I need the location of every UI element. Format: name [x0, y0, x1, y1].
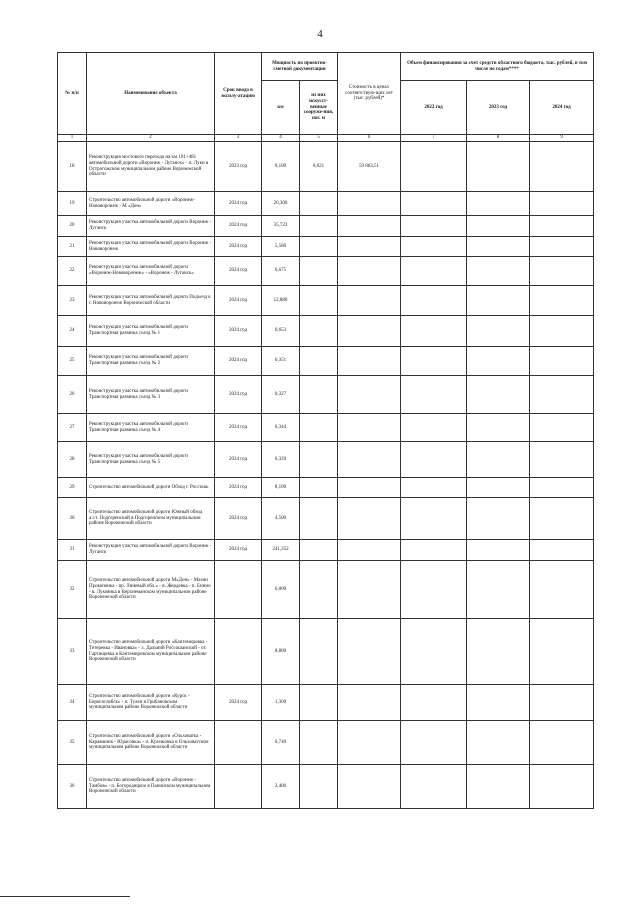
- row-capacity-km: 12,880: [262, 286, 300, 316]
- row-cost: [338, 561, 401, 619]
- row-deadline: 2024 год: [215, 347, 262, 376]
- row-number: 23: [58, 286, 87, 316]
- header-capacity-artificial: из них искусст-венные сооруже-ния, пог. м: [300, 81, 338, 135]
- row-capacity-artificial: [300, 619, 338, 685]
- table-row: [58, 376, 594, 414]
- column-number: 5: [300, 135, 338, 142]
- row-financing-2022: [401, 540, 467, 561]
- row-deadline: [215, 561, 262, 619]
- table-row: [58, 540, 594, 561]
- row-financing-2024: [530, 721, 594, 765]
- row-deadline: 2024 год: [215, 237, 262, 257]
- row-capacity-artificial: [300, 286, 338, 316]
- row-financing-2024: [530, 192, 594, 216]
- row-financing-2022: [401, 414, 467, 442]
- row-object-name: Реконструкция участка автомобильной дороги Транспортная развязка съезд № 3: [87, 376, 215, 414]
- column-number: 4: [262, 135, 300, 142]
- row-object-name: Реконструкция участка автомобильной дороги Транспортная развязка съезд № 1: [87, 316, 215, 347]
- row-object-name: Строительство автомобильной дороги «Воронеж - Тамбов» - п. Богородицкое в Панинском муниципальном Воронежской области: [87, 765, 215, 809]
- row-capacity-km: 5,580: [262, 237, 300, 257]
- row-financing-2022: [401, 347, 467, 376]
- row-financing-2022: [401, 561, 467, 619]
- row-deadline: 2024 год: [215, 216, 262, 237]
- column-numbers-row: [58, 135, 594, 142]
- row-financing-2024: [530, 619, 594, 685]
- row-deadline: 2024 год: [215, 685, 262, 721]
- row-capacity-artificial: [300, 414, 338, 442]
- row-capacity-artificial: [300, 257, 338, 286]
- row-financing-2022: [401, 216, 467, 237]
- table-row: [58, 192, 594, 216]
- table-row: [58, 142, 594, 192]
- row-financing-2024: [530, 765, 594, 809]
- row-financing-2022: [401, 765, 467, 809]
- row-cost: [338, 347, 401, 376]
- row-financing-2023: [467, 442, 530, 478]
- column-number: 1: [58, 135, 87, 142]
- row-financing-2022: [401, 316, 467, 347]
- row-financing-2022: [401, 192, 467, 216]
- row-financing-2022: [401, 142, 467, 192]
- row-financing-2024: [530, 216, 594, 237]
- row-number: 28: [58, 442, 87, 478]
- row-financing-2023: [467, 192, 530, 216]
- row-capacity-km: 4,500: [262, 498, 300, 540]
- row-financing-2023: [467, 216, 530, 237]
- row-deadline: [215, 721, 262, 765]
- row-deadline: [215, 765, 262, 809]
- table-row: [58, 286, 594, 316]
- row-capacity-artificial: [300, 478, 338, 498]
- row-number: 24: [58, 316, 87, 347]
- row-cost: [338, 216, 401, 237]
- row-capacity-km: 35,722: [262, 216, 300, 237]
- row-cost: [338, 765, 401, 809]
- row-cost: 59 863,51: [338, 142, 401, 192]
- column-number: 9: [530, 135, 594, 142]
- row-number: 25: [58, 347, 87, 376]
- row-capacity-km: 6,000: [262, 561, 300, 619]
- row-capacity-artificial: [300, 192, 338, 216]
- row-cost: [338, 721, 401, 765]
- row-cost: [338, 192, 401, 216]
- row-capacity-artificial: [300, 561, 338, 619]
- table-row: [58, 478, 594, 498]
- row-object-name: Строительство автомобильной дороги Обход г. Россошь: [87, 478, 215, 498]
- footnote-divider: [0, 896, 130, 897]
- row-object-name: Реконструкция участка автомобильной дороги Воронеж - Луганск: [87, 216, 215, 237]
- row-financing-2024: [530, 498, 594, 540]
- table-row: [58, 316, 594, 347]
- row-capacity-km: 0,320: [262, 442, 300, 478]
- objects-table: [57, 52, 594, 809]
- row-financing-2023: [467, 142, 530, 192]
- row-number: 26: [58, 376, 87, 414]
- row-financing-2022: [401, 685, 467, 721]
- row-number: 35: [58, 721, 87, 765]
- row-object-name: Реконструкция участка автомобильной дороги Транспортная развязка съезд № 4: [87, 414, 215, 442]
- row-cost: [338, 376, 401, 414]
- row-number: 20: [58, 216, 87, 237]
- row-financing-2024: [530, 257, 594, 286]
- row-financing-2023: [467, 619, 530, 685]
- row-capacity-artificial: [300, 442, 338, 478]
- row-financing-2022: [401, 442, 467, 478]
- table-row: [58, 765, 594, 809]
- row-financing-2023: [467, 478, 530, 498]
- row-object-name: Строительство автомобильной дороги «Курск - Борисоглебск» - п. Тулен в Грибановском муниципальном районе Воронежской области: [87, 685, 215, 721]
- row-deadline: 2024 год: [215, 478, 262, 498]
- row-cost: [338, 619, 401, 685]
- page-number: 4: [317, 28, 323, 40]
- row-financing-2022: [401, 257, 467, 286]
- header-financing: Объем финансирования за счет средств областного бюджета, тыс. рублей, в том числе по годам****: [401, 53, 594, 81]
- row-capacity-km: 0,653: [262, 316, 300, 347]
- row-object-name: Реконструкция мостового перехода на км 101+481 автомобильной дороги «Воронеж - Луганск» - п. Луки в Острогожском муниципальном районе Воронежской области: [87, 142, 215, 192]
- row-object-name: Строительство автомобильной дороги Южный обход а.г.т. Подгоренский в Подгоренском муниципальном районе Воронежской области: [87, 498, 215, 540]
- row-deadline: 2024 год: [215, 286, 262, 316]
- row-capacity-km: 8,100: [262, 478, 300, 498]
- row-capacity-km: 0,351: [262, 347, 300, 376]
- row-cost: [338, 685, 401, 721]
- row-object-name: Строительство автомобильной дороги «Кантемировка - Тетеревка - Ивановка» - х. Дальний Россошанский - от. Гартищевка в Кантемировском муниципальном районе Воронежской области: [87, 619, 215, 685]
- row-deadline: 2023 год: [215, 142, 262, 192]
- row-capacity-artificial: [300, 237, 338, 257]
- row-object-name: Реконструкция участка автомобильной дороги Транспортная развязка съезд № 5: [87, 442, 215, 478]
- row-number: 27: [58, 414, 87, 442]
- row-deadline: 2024 год: [215, 414, 262, 442]
- row-financing-2022: [401, 721, 467, 765]
- row-financing-2024: [530, 540, 594, 561]
- table-row: [58, 721, 594, 765]
- row-financing-2024: [530, 142, 594, 192]
- row-capacity-artificial: [300, 376, 338, 414]
- row-financing-2022: [401, 478, 467, 498]
- row-cost: [338, 286, 401, 316]
- row-number: 19: [58, 192, 87, 216]
- header-deadline: Срок ввода в эксплу-атацию: [215, 53, 262, 135]
- row-financing-2022: [401, 286, 467, 316]
- row-capacity-artificial: [300, 347, 338, 376]
- row-financing-2023: [467, 561, 530, 619]
- row-financing-2023: [467, 316, 530, 347]
- column-number: 7: [401, 135, 467, 142]
- row-cost: [338, 540, 401, 561]
- row-financing-2023: [467, 765, 530, 809]
- table-row: [58, 498, 594, 540]
- row-number: 29: [58, 478, 87, 498]
- row-capacity-km: 1,300: [262, 685, 300, 721]
- row-financing-2024: [530, 316, 594, 347]
- row-financing-2023: [467, 376, 530, 414]
- row-number: 21: [58, 237, 87, 257]
- row-financing-2023: [467, 347, 530, 376]
- row-financing-2024: [530, 376, 594, 414]
- table-row: [58, 216, 594, 237]
- row-financing-2023: [467, 286, 530, 316]
- table-row: [58, 561, 594, 619]
- row-financing-2023: [467, 237, 530, 257]
- row-capacity-km: 0,100: [262, 142, 300, 192]
- row-capacity-km: 2,400: [262, 765, 300, 809]
- column-number: 6: [338, 135, 401, 142]
- header-num: № п/п: [58, 53, 87, 135]
- header-capacity: Мощность по проектно-сметной документации: [262, 53, 338, 81]
- row-financing-2023: [467, 414, 530, 442]
- row-number: 18: [58, 142, 87, 192]
- row-number: 32: [58, 561, 87, 619]
- row-capacity-km: 6,675: [262, 257, 300, 286]
- row-cost: [338, 257, 401, 286]
- row-financing-2022: [401, 619, 467, 685]
- row-number: 30: [58, 498, 87, 540]
- table-row: [58, 619, 594, 685]
- header-year-2022: 2022 год: [401, 81, 467, 135]
- table-row: [58, 257, 594, 286]
- row-cost: [338, 237, 401, 257]
- row-cost: [338, 414, 401, 442]
- row-financing-2024: [530, 286, 594, 316]
- header-cost: Стоимость в ценах соответствую-щих лет (тыс. рублей)*: [338, 53, 401, 135]
- row-capacity-km: 0,740: [262, 721, 300, 765]
- row-financing-2023: [467, 257, 530, 286]
- table-row: [58, 347, 594, 376]
- row-capacity-artificial: [300, 316, 338, 347]
- row-cost: [338, 478, 401, 498]
- row-cost: [338, 442, 401, 478]
- row-object-name: Реконструкция участка автомобильной дороги Воронеж - Луганск: [87, 540, 215, 561]
- row-cost: [338, 498, 401, 540]
- row-object-name: Реконструкция участка автомобильной дороги Транспортная развязка съезд № 2: [87, 347, 215, 376]
- row-capacity-km: 20,300: [262, 192, 300, 216]
- row-object-name: Строительство автомобильной дороги «Ольховатка - Караяшник - Юрасовка» - п. Кулешовка в Ольховатском муниципальном районе Воронежской области: [87, 721, 215, 765]
- table-row: [58, 414, 594, 442]
- row-financing-2024: [530, 237, 594, 257]
- row-financing-2022: [401, 237, 467, 257]
- row-object-name: Реконструкция участка автомобильной дороги «Воронеж-Нововоронеж» - «Воронеж - Луганск»: [87, 257, 215, 286]
- row-number: 22: [58, 257, 87, 286]
- row-deadline: 2024 год: [215, 498, 262, 540]
- row-deadline: 2024 год: [215, 316, 262, 347]
- row-capacity-km: 241,352: [262, 540, 300, 561]
- row-capacity-km: 0,344: [262, 414, 300, 442]
- row-financing-2023: [467, 540, 530, 561]
- row-capacity-km: 0,327: [262, 376, 300, 414]
- column-number: 2: [87, 135, 215, 142]
- header-capacity-km: км: [262, 81, 300, 135]
- table-row: [58, 442, 594, 478]
- row-cost: [338, 316, 401, 347]
- row-financing-2022: [401, 498, 467, 540]
- header-year-2023: 2023 год: [467, 81, 530, 135]
- row-deadline: 2024 год: [215, 376, 262, 414]
- row-number: 31: [58, 540, 87, 561]
- table-row: [58, 685, 594, 721]
- row-object-name: Строительство автомобильной дороги М«Дон» - Мазин Прокопенка - пр. Линевый обл.» - в. Жердевка - п. Енино - в. Лукоянка в Верхнеманском муниципальном районе Воронежской области: [87, 561, 215, 619]
- row-financing-2023: [467, 685, 530, 721]
- row-number: 34: [58, 685, 87, 721]
- row-financing-2024: [530, 478, 594, 498]
- row-financing-2023: [467, 721, 530, 765]
- row-capacity-artificial: [300, 216, 338, 237]
- row-financing-2024: [530, 347, 594, 376]
- header-name: Наименование объекта: [87, 53, 215, 135]
- row-capacity-km: 8,800: [262, 619, 300, 685]
- row-financing-2023: [467, 498, 530, 540]
- row-financing-2024: [530, 442, 594, 478]
- row-deadline: 2024 год: [215, 257, 262, 286]
- row-deadline: 2024 год: [215, 540, 262, 561]
- row-financing-2024: [530, 414, 594, 442]
- row-deadline: 2024 год: [215, 442, 262, 478]
- column-number: 8: [467, 135, 530, 142]
- row-number: 33: [58, 619, 87, 685]
- row-object-name: Реконструкция участка автомобильной дороги Воронеж - Нововоронеж: [87, 237, 215, 257]
- row-financing-2024: [530, 685, 594, 721]
- row-deadline: 2024 год: [215, 192, 262, 216]
- row-financing-2024: [530, 561, 594, 619]
- row-capacity-artificial: 0,021: [300, 142, 338, 192]
- header-year-2024: 2024 год: [530, 81, 594, 135]
- row-financing-2022: [401, 376, 467, 414]
- row-capacity-artificial: [300, 685, 338, 721]
- column-number: 3: [215, 135, 262, 142]
- row-deadline: [215, 619, 262, 685]
- row-capacity-artificial: [300, 540, 338, 561]
- row-capacity-artificial: [300, 498, 338, 540]
- row-object-name: Реконструкция участка автомобильной дороги Подъезд к г. Нововоронеж Воронежской области: [87, 286, 215, 316]
- row-capacity-artificial: [300, 765, 338, 809]
- row-number: 36: [58, 765, 87, 809]
- row-object-name: Строительство автомобильной дороги «Воронеж-Нововоронеж - М «Дон»: [87, 192, 215, 216]
- row-capacity-artificial: [300, 721, 338, 765]
- table-row: [58, 237, 594, 257]
